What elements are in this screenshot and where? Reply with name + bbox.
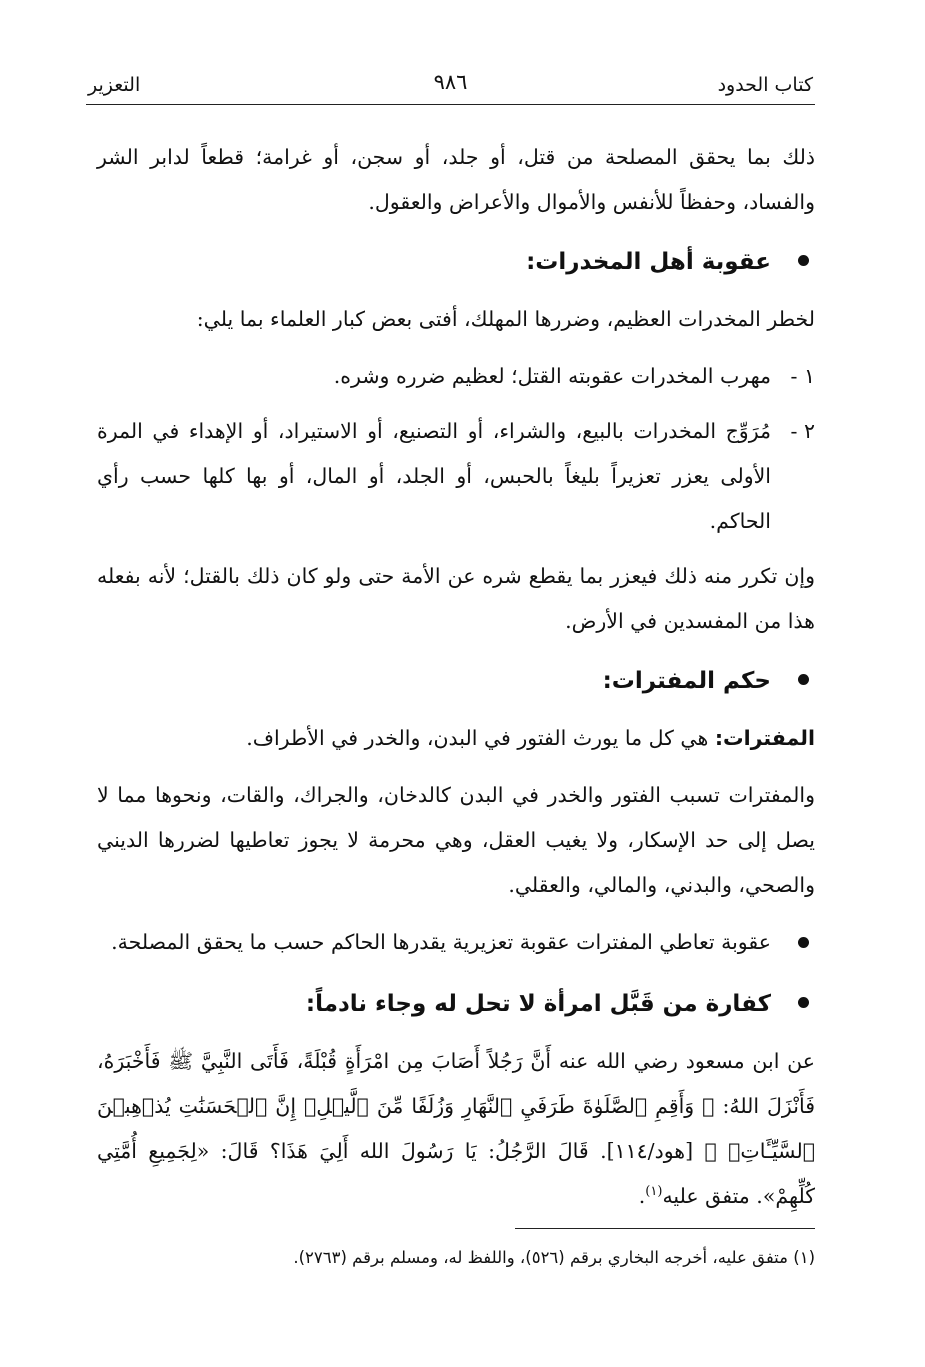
heading-text: حكم المفترات: <box>602 668 771 694</box>
definition-term: المفترات: <box>714 726 815 750</box>
mufattirat-detail-paragraph: والمفترات تسبب الفتور والخدر في البدن كالدخان، والجراك، والقات، ونحوها مما لا يصل إلى حد الإسكار، ولا يغيب العقل، وهي محرمة لا يجوز تعاطيها لضررها الديني والصحي، والبدني، والمالي، والعقلي. <box>97 783 815 897</box>
chapter-title: التعزير <box>88 74 141 96</box>
definition-paragraph <box>97 716 815 761</box>
footnote-divider <box>515 1228 815 1229</box>
footnote: (١) متفق عليه، أخرجه البخاري برقم (٥٢٦)، واللفظ له، ومسلم برقم (٢٧٦٣). <box>293 1248 815 1267</box>
item-number: ٢ - <box>790 419 815 443</box>
list-item <box>97 354 815 399</box>
item-number: ١ - <box>790 364 815 388</box>
list-item <box>97 409 815 544</box>
quran-verse: ﴿ وَأَقِمِ ٱلصَّلَوٰةَ طَرَفَيِ ٱلنَّهَارِ وَزُلَفًا مِّنَ ٱلَّيۡلِۚ إِنَّ ٱلۡحَسَنَٰتِ يُذۡهِبۡنَ ٱلسَّيِّـَٔاتِۚ ﴾ <box>97 1094 815 1163</box>
item-text: مُرَوِّج المخدرات بالبيع، والشراء، أو التصنيع، أو الاستيراد، أو الإهداء في المرة الأولى يعزر تعزيراً بليغاً بالحبس، أو الجلد، أو المال، أو بها كلها حسب رأي الحاكم. <box>97 419 771 533</box>
bullet-icon <box>798 937 809 948</box>
header-divider <box>86 104 815 105</box>
bullet-icon <box>798 674 809 685</box>
section-heading-kaffara <box>97 979 815 1029</box>
punishment-text: عقوبة تعاطي المفترات عقوبة تعزيرية يقدرها الحاكم حسب ما يحقق المصلحة. <box>111 930 771 954</box>
item-text: مهرب المخدرات عقوبته القتل؛ لعظيم ضرره وشره. <box>333 364 771 388</box>
definition-text: هي كل ما يورث الفتور في البدن، والخدر في الأطراف. <box>246 726 715 750</box>
page-number: ٩٨٦ <box>433 70 468 94</box>
heading-text: كفارة من قَبَّل امرأة لا تحل له وجاء نادماً: <box>305 991 771 1017</box>
running-header <box>88 70 813 104</box>
hadith-paragraph <box>97 1039 815 1219</box>
section-heading-mufattirat <box>97 656 815 706</box>
bullet-icon <box>798 255 809 266</box>
book-title: كتاب الحدود <box>717 74 813 96</box>
heading-text: عقوبة أهل المخدرات: <box>526 249 771 275</box>
drugs-lead-paragraph: لخطر المخدرات العظيم، وضررها المهلك، أفتى بعض كبار العلماء بما يلي: <box>196 307 815 331</box>
footnote-marker: (١) <box>645 1184 663 1200</box>
hadith-text-part1: عن ابن مسعود رضي الله عنه أَنَّ رَجُلاً أَصَابَ مِن امْرَأَةٍ قُبْلَةً، فَأَتَى النَّبِيَّ ﷺ فَأَخْبَرَهُ، فَأَنْزَلَ اللهُ: <box>97 1049 815 1118</box>
main-text <box>97 135 815 1231</box>
section-heading-drugs <box>97 237 815 287</box>
punishment-bullet <box>97 920 815 965</box>
bullet-icon <box>798 997 809 1008</box>
hadith-text-part2: [هود/١١٤]. قَالَ الرَّجُلُ: يَا رَسُولَ الله أَلِيَ هَذَا؟ قَالَ: «لِجَمِيعِ أُمَّتِي كُلِّهِمْ». متفق عليه <box>97 1139 815 1208</box>
hadith-closing: . <box>638 1184 646 1208</box>
intro-paragraph: ذلك بما يحقق المصلحة من قتل، أو جلد، أو سجن، أو غرامة؛ قطعاً لدابر الشر والفساد، وحفظاً للأنفس والأموال والأعراض والعقول. <box>97 145 815 214</box>
drugs-repeat-paragraph: وإن تكرر منه ذلك فيعزر بما يقطع شره عن الأمة حتى ولو كان ذلك بالقتل؛ لأنه بفعله هذا من المفسدين في الأرض. <box>97 564 815 633</box>
